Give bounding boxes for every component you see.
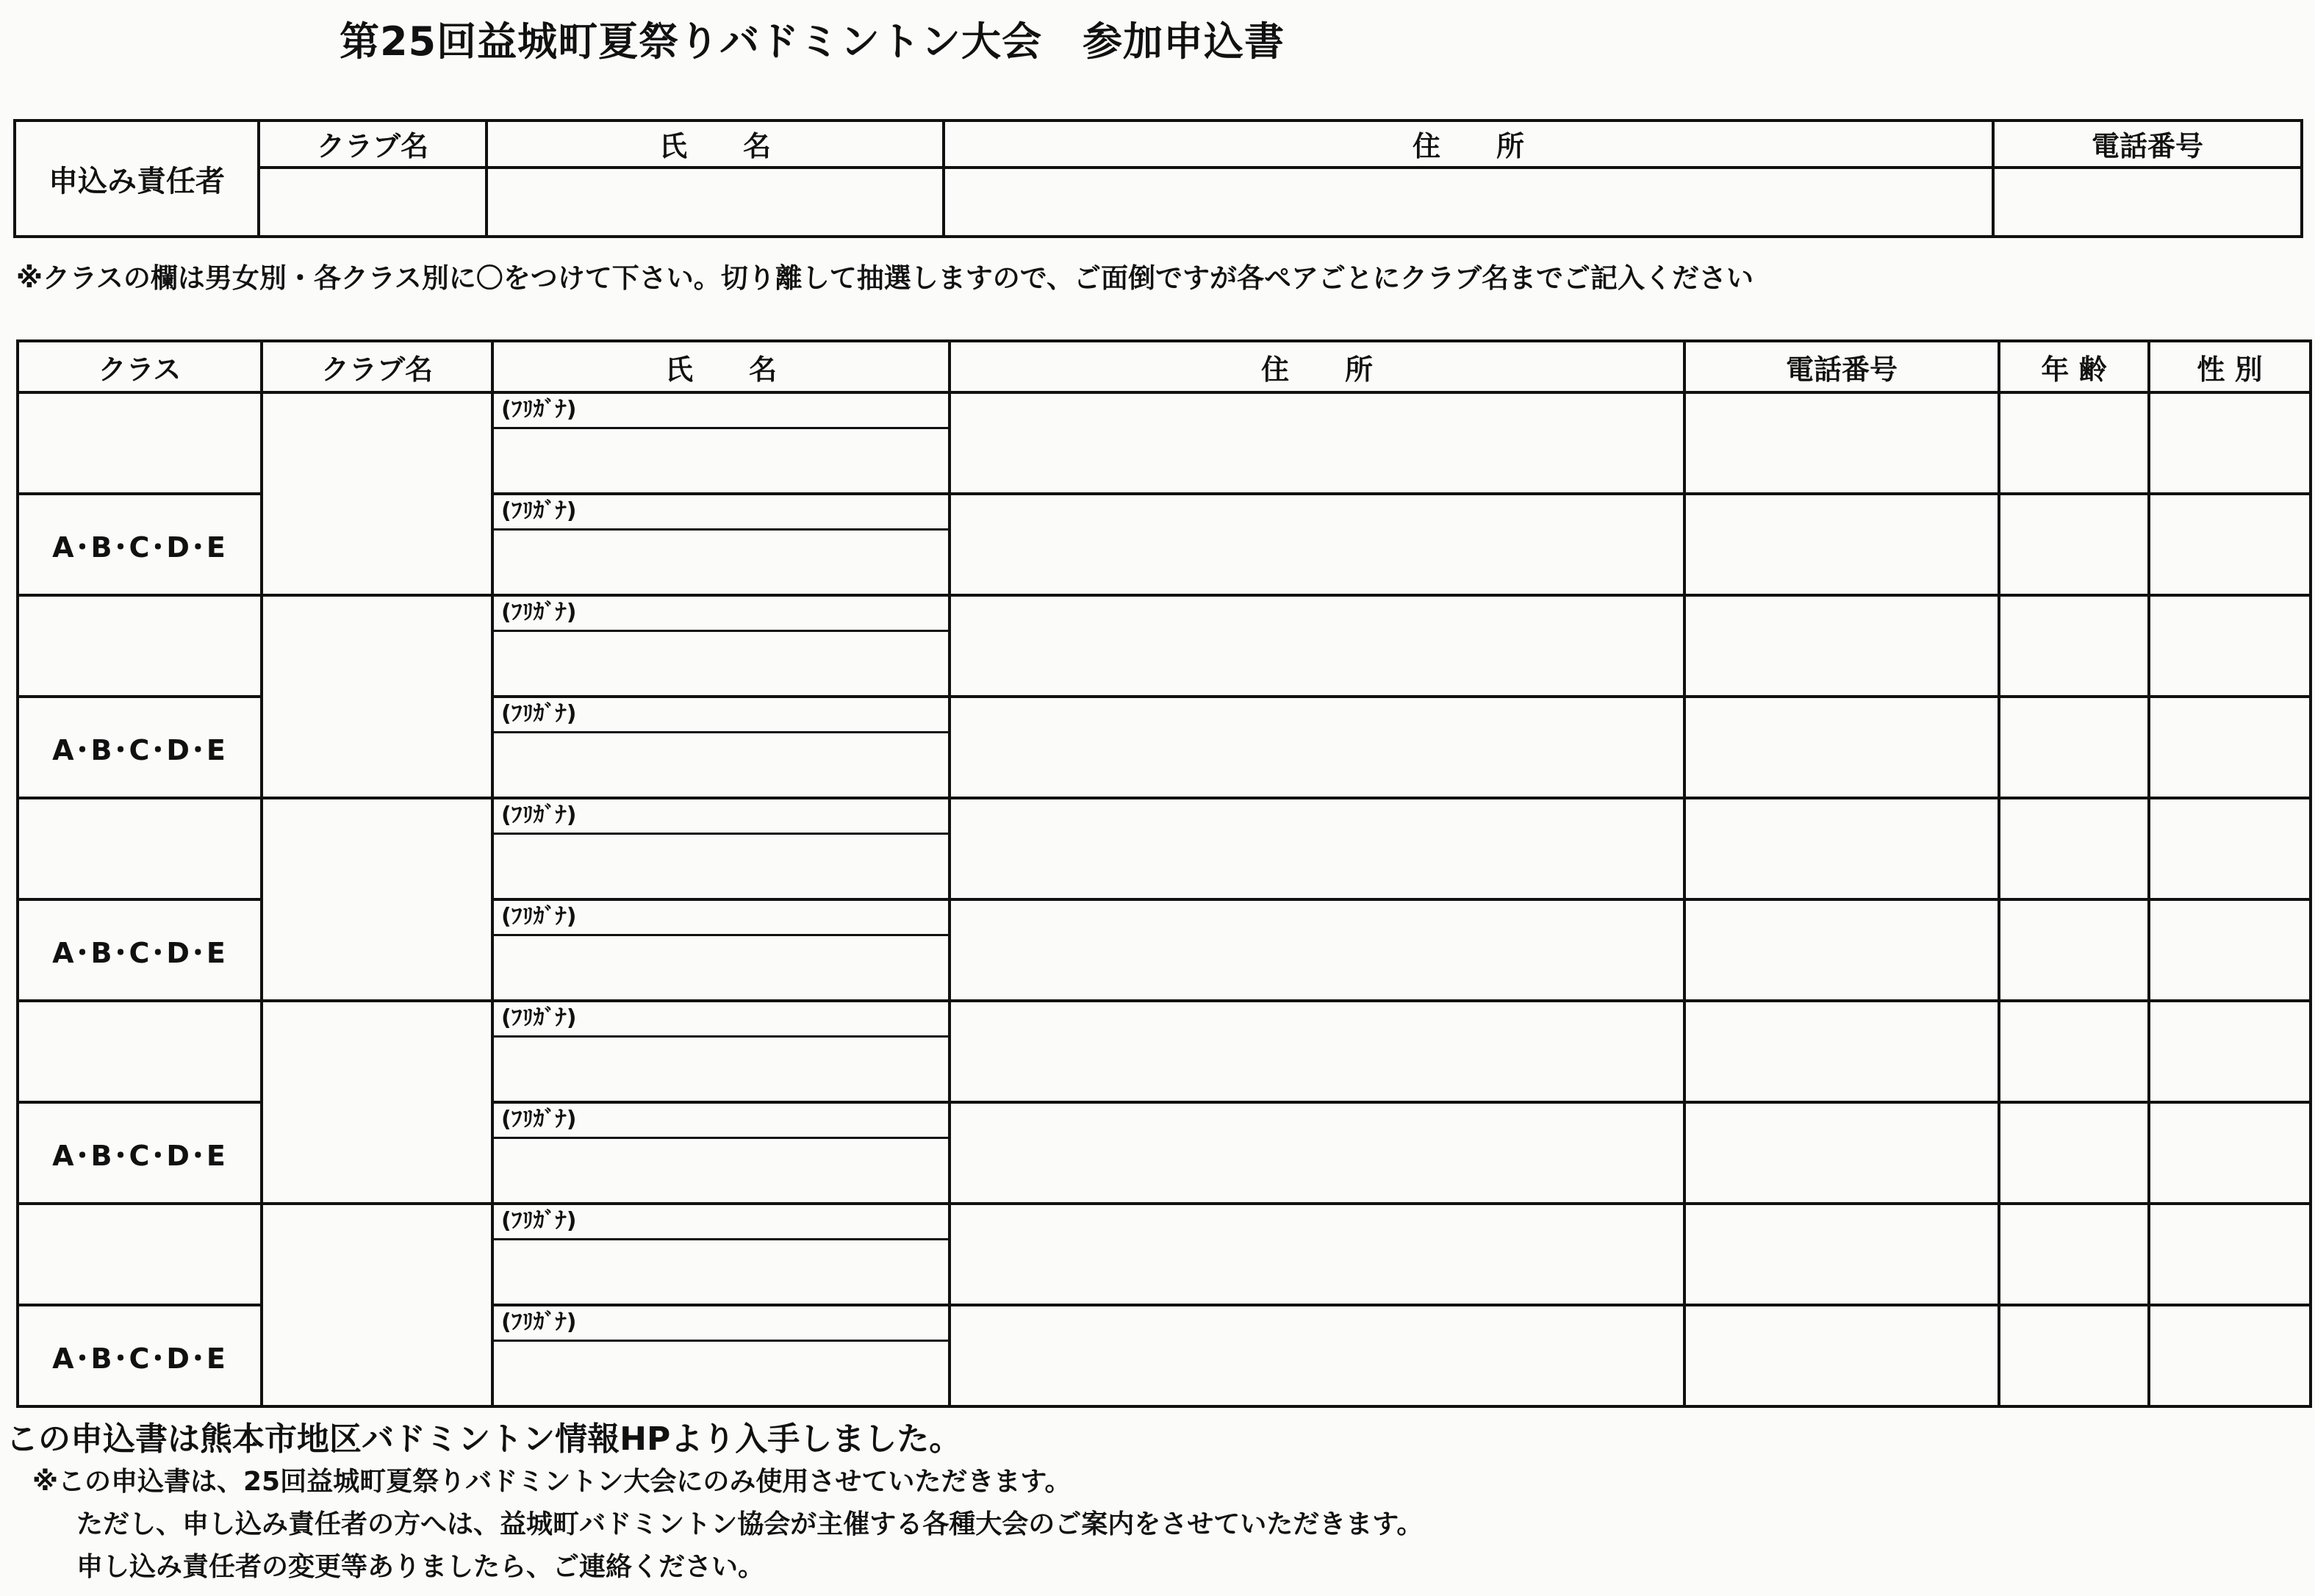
furigana-label: (ﾌﾘｶﾞﾅ) [494,901,948,936]
player-age-field[interactable] [1999,1204,2149,1305]
footer-source-note: この申込書は熊本市地区バドミントン情報HPより入手しました。 [6,1420,962,1458]
furigana-label: (ﾌﾘｶﾞﾅ) [494,495,948,531]
player-age-field[interactable] [1999,392,2149,494]
player-age-field[interactable] [1999,1305,2149,1406]
class-options[interactable]: A･B･C･D･E [18,494,262,595]
player-gender-field[interactable] [2149,1204,2311,1305]
entry-table [16,339,2312,1408]
player-gender-field[interactable] [2149,1102,2311,1204]
furigana-label: (ﾌﾘｶﾞﾅ) [494,698,948,733]
player-age-field[interactable] [1999,899,2149,1001]
player-age-field[interactable] [1999,1102,2149,1204]
player-gender-field[interactable] [2149,899,2311,1001]
form-title: 第25回益城町夏祭りバドミントン大会 参加申込書 [339,18,1285,65]
player-gender-field[interactable] [2149,1001,2311,1102]
applicant-header-phone: 電話番号 [1993,121,2302,168]
class-cell-blank[interactable] [18,392,262,494]
player-gender-field[interactable] [2149,697,2311,798]
player-address-field[interactable] [950,595,1684,697]
furigana-label: (ﾌﾘｶﾞﾅ) [494,597,948,632]
footer-usage-note: ※この申込書は、25回益城町夏祭りバドミントン大会にのみ使用させていただきます。 [32,1467,1072,1497]
entry-header-club: クラブ名 [262,341,492,392]
furigana-label: (ﾌﾘｶﾞﾅ) [494,799,948,835]
player-phone-field[interactable] [1684,1305,1999,1406]
player-phone-field[interactable] [1684,697,1999,798]
furigana-label: (ﾌﾘｶﾞﾅ) [494,1002,948,1038]
entry-header-phone: 電話番号 [1684,341,1999,392]
class-cell-blank[interactable] [18,1001,262,1102]
player-name-cell[interactable] [492,1305,950,1406]
player-gender-field[interactable] [2149,595,2311,697]
footer-contact-note: 申し込み責任者の変更等ありましたら、ご連絡ください。 [76,1552,765,1582]
player-address-field[interactable] [950,899,1684,1001]
player-age-field[interactable] [1999,595,2149,697]
entry-header-address: 住 所 [950,341,1684,392]
class-options[interactable]: A･B･C･D･E [18,697,262,798]
footer-info-note: ただし、申し込み責任者の方へは、益城町バドミントン協会が主催する各種大会のご案内をさせていただきます。 [76,1509,1424,1539]
player-phone-field[interactable] [1684,1001,1999,1102]
player-gender-field[interactable] [2149,798,2311,899]
player-phone-field[interactable] [1684,798,1999,899]
class-cell-blank[interactable] [18,798,262,899]
instruction-notice: ※クラスの欄は男女別・各クラス別に〇をつけて下さい。切り離して抽選しますので、ご面倒ですが各ペアごとにクラブ名までご記入ください [16,262,1754,294]
applicant-header-address: 住 所 [944,121,1993,168]
pair-club-field[interactable] [262,798,492,1001]
player-address-field[interactable] [950,1001,1684,1102]
pair-club-field[interactable] [262,1001,492,1204]
player-phone-field[interactable] [1684,494,1999,595]
player-address-field[interactable] [950,1204,1684,1305]
furigana-label: (ﾌﾘｶﾞﾅ) [494,1205,948,1240]
furigana-label: (ﾌﾘｶﾞﾅ) [494,1104,948,1139]
player-age-field[interactable] [1999,494,2149,595]
player-address-field[interactable] [950,798,1684,899]
pair-club-field[interactable] [262,595,492,798]
player-name-cell[interactable] [492,494,950,595]
player-gender-field[interactable] [2149,392,2311,494]
entry-header-gender: 性 別 [2149,341,2311,392]
pair-club-field[interactable] [262,1204,492,1406]
class-cell-blank[interactable] [18,595,262,697]
player-address-field[interactable] [950,1102,1684,1204]
player-name-cell[interactable] [492,697,950,798]
player-phone-field[interactable] [1684,899,1999,1001]
class-options[interactable]: A･B･C･D･E [18,899,262,1001]
pair-club-field[interactable] [262,392,492,595]
applicant-header-club: クラブ名 [259,121,487,168]
furigana-label: (ﾌﾘｶﾞﾅ) [494,1306,948,1342]
applicant-phone-field[interactable] [1993,168,2302,237]
player-age-field[interactable] [1999,697,2149,798]
player-gender-field[interactable] [2149,494,2311,595]
furigana-label: (ﾌﾘｶﾞﾅ) [494,394,948,429]
class-options[interactable]: A･B･C･D･E [18,1305,262,1406]
player-address-field[interactable] [950,697,1684,798]
applicant-address-field[interactable] [944,168,1993,237]
player-phone-field[interactable] [1684,392,1999,494]
applicant-header-name: 氏 名 [487,121,944,168]
player-name-cell[interactable] [492,1204,950,1305]
applicant-label: 申込み責任者 [15,121,259,237]
applicant-table [13,119,2303,238]
player-address-field[interactable] [950,392,1684,494]
applicant-name-field[interactable] [487,168,944,237]
player-name-cell[interactable] [492,595,950,697]
player-phone-field[interactable] [1684,595,1999,697]
player-phone-field[interactable] [1684,1204,1999,1305]
player-name-cell[interactable] [492,899,950,1001]
applicant-club-field[interactable] [259,168,487,237]
class-options[interactable]: A･B･C･D･E [18,1102,262,1204]
player-gender-field[interactable] [2149,1305,2311,1406]
class-cell-blank[interactable] [18,1204,262,1305]
entry-header-class: クラス [18,341,262,392]
player-name-cell[interactable] [492,1001,950,1102]
player-name-cell[interactable] [492,1102,950,1204]
player-name-cell[interactable] [492,392,950,494]
player-age-field[interactable] [1999,798,2149,899]
player-address-field[interactable] [950,1305,1684,1406]
player-age-field[interactable] [1999,1001,2149,1102]
player-phone-field[interactable] [1684,1102,1999,1204]
entry-header-age: 年 齢 [1999,341,2149,392]
entry-header-name: 氏 名 [492,341,950,392]
player-name-cell[interactable] [492,798,950,899]
player-address-field[interactable] [950,494,1684,595]
